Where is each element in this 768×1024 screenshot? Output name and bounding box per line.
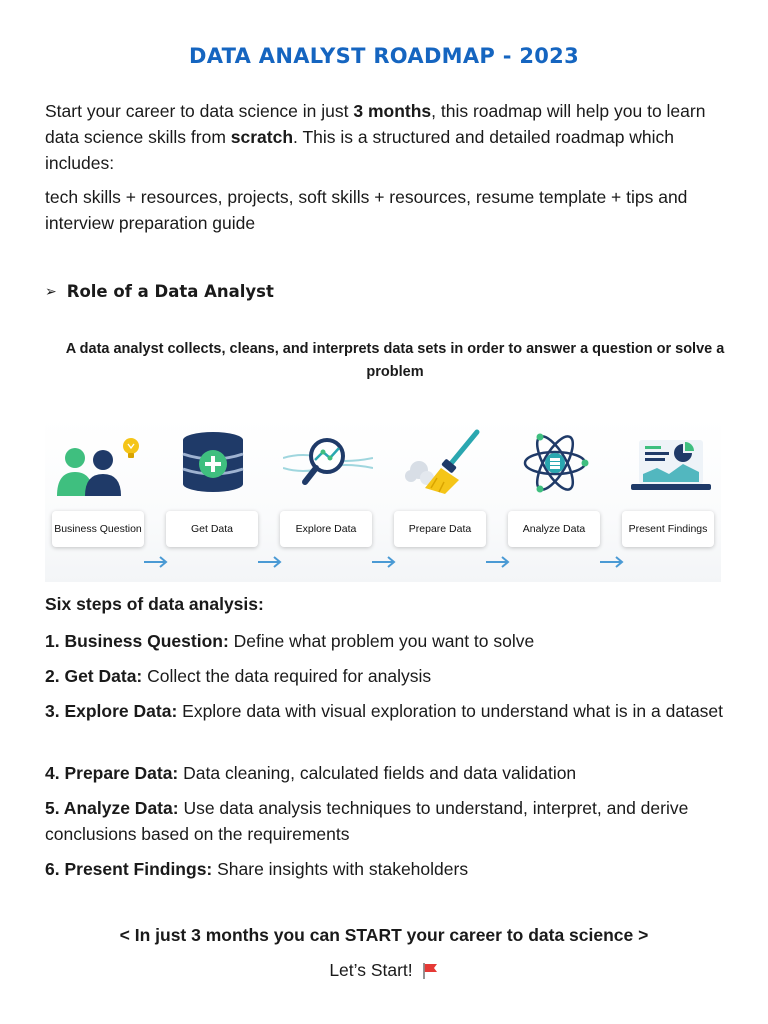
intro-text-3: . This is a structured and detailed roadmap which includes: xyxy=(45,127,675,173)
arrow-right-icon xyxy=(257,555,283,569)
step-card-business-question: Business Question xyxy=(52,511,144,547)
step-item-analyze-data xyxy=(45,795,735,847)
step-item-business-question xyxy=(45,628,735,654)
analysis-flow-diagram xyxy=(45,418,721,582)
step-label: 2. Get Data: xyxy=(45,666,143,686)
cta-banner: < In just 3 months you can START your career to data science > xyxy=(119,925,649,945)
step-text: Share insights with stakeholders xyxy=(212,859,469,879)
arrow-right-icon xyxy=(485,555,511,569)
step-label: 1. Business Question: xyxy=(45,631,229,651)
magnifier-chart-icon xyxy=(283,428,373,498)
intro-paragraph xyxy=(45,98,735,176)
step-card-explore-data: Explore Data xyxy=(280,511,372,547)
database-add-icon xyxy=(169,428,259,498)
step-text: Explore data with visual exploration to understand what is in a dataset xyxy=(177,701,724,721)
intro-text-2: , this roadmap will help you to learn data science skills from xyxy=(45,101,706,147)
step-card-analyze-data: Analyze Data xyxy=(508,511,600,547)
lets-start-line xyxy=(0,960,768,981)
arrow-bullet-icon: ➢ xyxy=(45,283,57,300)
step-label: 3. Explore Data: xyxy=(45,701,178,721)
atom-icon xyxy=(511,428,601,498)
step-card-get-data: Get Data xyxy=(166,511,258,547)
people-idea-icon xyxy=(51,428,141,498)
arrow-right-icon xyxy=(599,555,625,569)
steps-heading: Six steps of data analysis: xyxy=(45,594,264,614)
red-flag-icon xyxy=(421,962,439,980)
step-item-prepare-data xyxy=(45,760,735,786)
arrow-right-icon xyxy=(371,555,397,569)
step-item-explore-data xyxy=(45,698,735,724)
step-item-get-data xyxy=(45,663,735,689)
step-item-present-findings xyxy=(45,856,735,882)
page-title: DATA ANALYST ROADMAP - 2023 xyxy=(188,44,580,68)
step-label: 5. Analyze Data: xyxy=(45,798,179,818)
intro-text-1: Start your career to data science in just xyxy=(45,101,354,121)
step-label: 6. Present Findings: xyxy=(45,859,213,879)
laptop-dashboard-icon xyxy=(627,428,717,498)
intro-bold-months: 3 months xyxy=(353,101,432,121)
includes-paragraph: tech skills + resources, projects, soft skills + resources, resume template + tips and interview preparation guide xyxy=(45,187,688,233)
arrow-right-icon xyxy=(143,555,169,569)
step-label: 4. Prepare Data: xyxy=(45,763,179,783)
step-text: Collect the data required for analysis xyxy=(142,666,432,686)
role-description: A data analyst collects, cleans, and interprets data sets in order to answer a question or solve a problem xyxy=(65,341,725,380)
broom-icon xyxy=(397,428,487,498)
intro-bold-scratch: scratch xyxy=(230,127,294,147)
step-card-present-findings: Present Findings xyxy=(622,511,714,547)
step-text: Data cleaning, calculated fields and data validation xyxy=(178,763,577,783)
lets-start-text: Let’s Start! xyxy=(329,960,413,980)
step-text: Define what problem you want to solve xyxy=(228,631,535,651)
role-heading xyxy=(45,282,274,301)
step-text: Use data analysis techniques to understand, interpret, and derive conclusions based on the requirements xyxy=(45,798,689,844)
role-heading-text: Role of a Data Analyst xyxy=(66,282,274,301)
step-card-prepare-data: Prepare Data xyxy=(394,511,486,547)
